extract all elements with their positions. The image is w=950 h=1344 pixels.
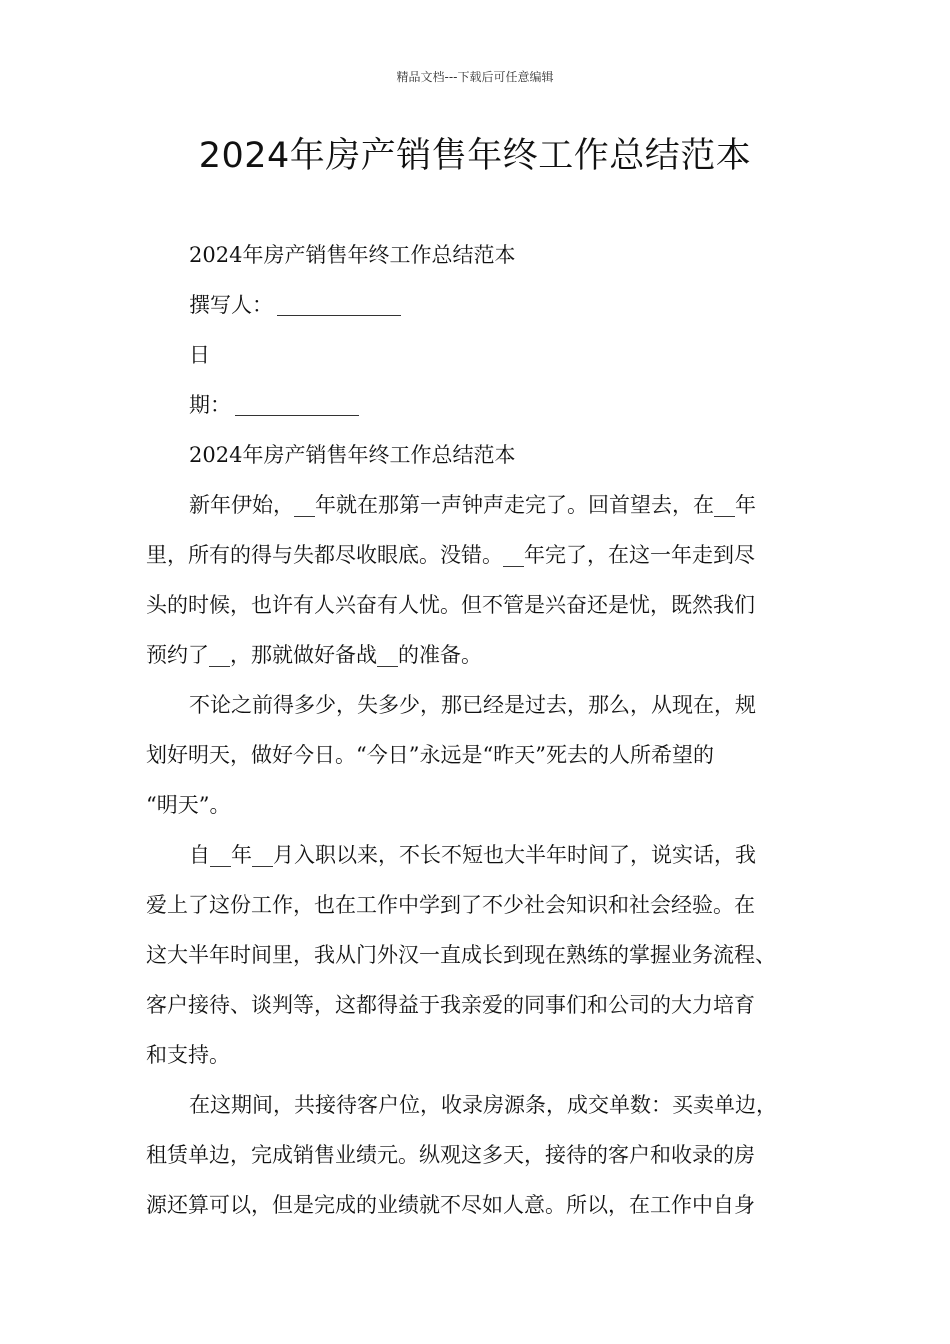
- document-body: [146, 230, 822, 1230]
- paragraph-line: 源还算可以，但是完成的业绩就不尽如人意。所以，在工作中自身: [146, 1193, 755, 1217]
- paragraph-line: 不论之前得多少，失多少，那已经是过去，那么，从现在，规: [189, 693, 756, 717]
- paragraph: [146, 680, 822, 830]
- paragraph-line: 在这期间，共接待客户位，收录房源条，成交单数：买卖单边，: [189, 1093, 777, 1117]
- paragraph-line: “明天”。: [146, 793, 231, 817]
- date-line: [146, 380, 822, 430]
- subtitle-line: 2024年房产销售年终工作总结范本: [189, 243, 516, 267]
- paragraph-line: 和支持。: [146, 1043, 230, 1067]
- header-note: 精品文档---下载后可任意编辑: [396, 70, 554, 84]
- subtitle-line-2: 2024年房产销售年终工作总结范本: [189, 443, 516, 467]
- date-blank: [235, 395, 359, 416]
- paragraph-line: 这大半年时间里，我从门外汉一直成长到现在熟练的掌握业务流程、: [146, 943, 776, 967]
- paragraph: [146, 480, 822, 680]
- author-blank: [277, 295, 401, 316]
- author-line: [146, 280, 822, 330]
- paragraph-line: 爱上了这份工作，也在工作中学到了不少社会知识和社会经验。在: [146, 893, 755, 917]
- paragraph: [146, 830, 822, 1080]
- paragraph-line: 头的时候，也许有人兴奋有人忧。但不管是兴奋还是忧，既然我们: [146, 593, 755, 617]
- paragraph-line: 新年伊始，__年就在那第一声钟声走完了。回首望去，在__年: [189, 493, 756, 517]
- date-label-line-1: 日: [189, 343, 210, 367]
- paragraph-line: 客户接待、谈判等，这都得益于我亲爱的同事们和公司的大力培育: [146, 993, 755, 1017]
- paragraph-line: 自__年__月入职以来，不长不短也大半年时间了，说实话，我: [189, 843, 756, 867]
- paragraph-line: 里，所有的得与失都尽收眼底。没错。__年完了，在这一年走到尽: [146, 543, 755, 567]
- paragraph-line: 划好明天，做好今日。“今日”永远是“昨天”死去的人所希望的: [146, 743, 714, 767]
- paragraph-line: 预约了__，那就做好备战__的准备。: [146, 643, 482, 667]
- author-label: 撰写人：: [189, 293, 273, 317]
- paragraph: [146, 1080, 822, 1230]
- paragraph-line: 租赁单边，完成销售业绩元。纵观这多天，接待的客户和收录的房: [146, 1143, 755, 1167]
- date-label: 期：: [189, 393, 231, 417]
- document-title: 2024年房产销售年终工作总结范本: [198, 136, 752, 176]
